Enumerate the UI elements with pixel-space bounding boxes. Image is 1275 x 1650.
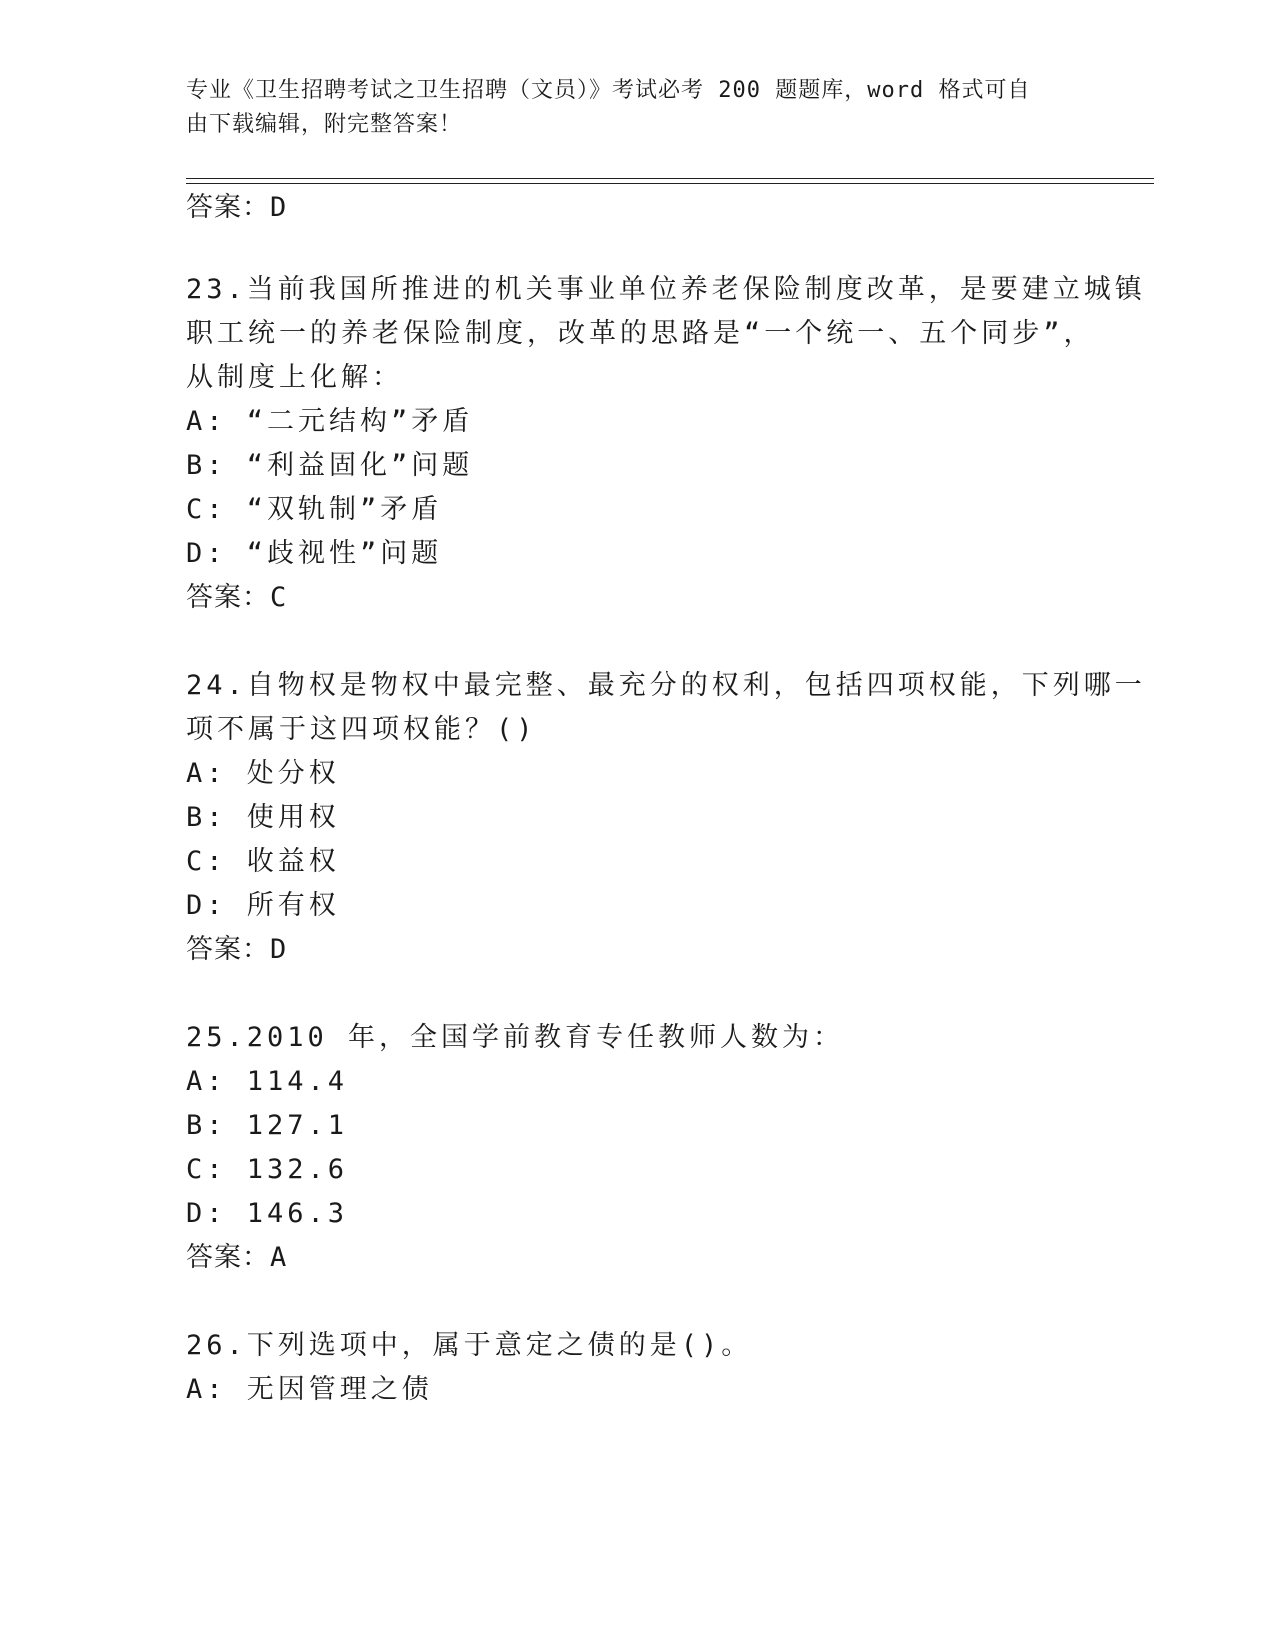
question-23-answer: 答案：C [186,582,288,613]
question-23-option-d: D: “歧视性”问题 [186,538,443,569]
question-25-option-a: A: 114.4 [186,1066,349,1097]
question-23-option-a: A: “二元结构”矛盾 [186,406,474,437]
question-24-text-line-2: 项不属于这四项权能？() [186,714,537,745]
question-25-option-c: C: 132.6 [186,1154,349,1185]
question-26-option-a: A: 无因管理之债 [186,1374,433,1405]
previous-answer: 答案：D [186,192,288,223]
question-23-option-b: B: “利益固化”问题 [186,450,474,481]
question-23-text-line-2: 职工统一的养老保险制度，改革的思路是“一个统一、五个同步”， [186,318,1095,349]
header-line-2: 由下载编辑，附完整答案！ [186,112,463,137]
question-23-option-c: C: “双轨制”矛盾 [186,494,443,525]
header-divider-top [186,178,1154,179]
header-line-1: 专业《卫生招聘考试之卫生招聘（文员）》考试必考 200 题题库，word 格式可自 [186,78,1031,103]
question-24-option-b: B: 使用权 [186,802,340,833]
question-24-answer: 答案：D [186,934,288,965]
question-23-text-line-3: 从制度上化解： [186,362,403,393]
question-23-text-line-1: 23.当前我国所推进的机关事业单位养老保险制度改革，是要建立城镇 [186,274,1146,305]
header-divider-bottom [186,183,1154,184]
question-24-option-c: C: 收益权 [186,846,340,877]
question-25-text-line-1: 25.2010 年，全国学前教育专任教师人数为： [186,1022,845,1053]
question-24-option-a: A: 处分权 [186,758,340,789]
question-25-option-d: D: 146.3 [186,1198,349,1229]
document-header [186,74,1086,142]
question-24-option-d: D: 所有权 [186,890,340,921]
question-24-text-line-1: 24.自物权是物权中最完整、最充分的权利，包括四项权能，下列哪一 [186,670,1146,701]
question-25-option-b: B: 127.1 [186,1110,349,1141]
question-25-answer: 答案：A [186,1242,288,1273]
question-26-text-line-1: 26.下列选项中，属于意定之债的是()。 [186,1330,753,1361]
